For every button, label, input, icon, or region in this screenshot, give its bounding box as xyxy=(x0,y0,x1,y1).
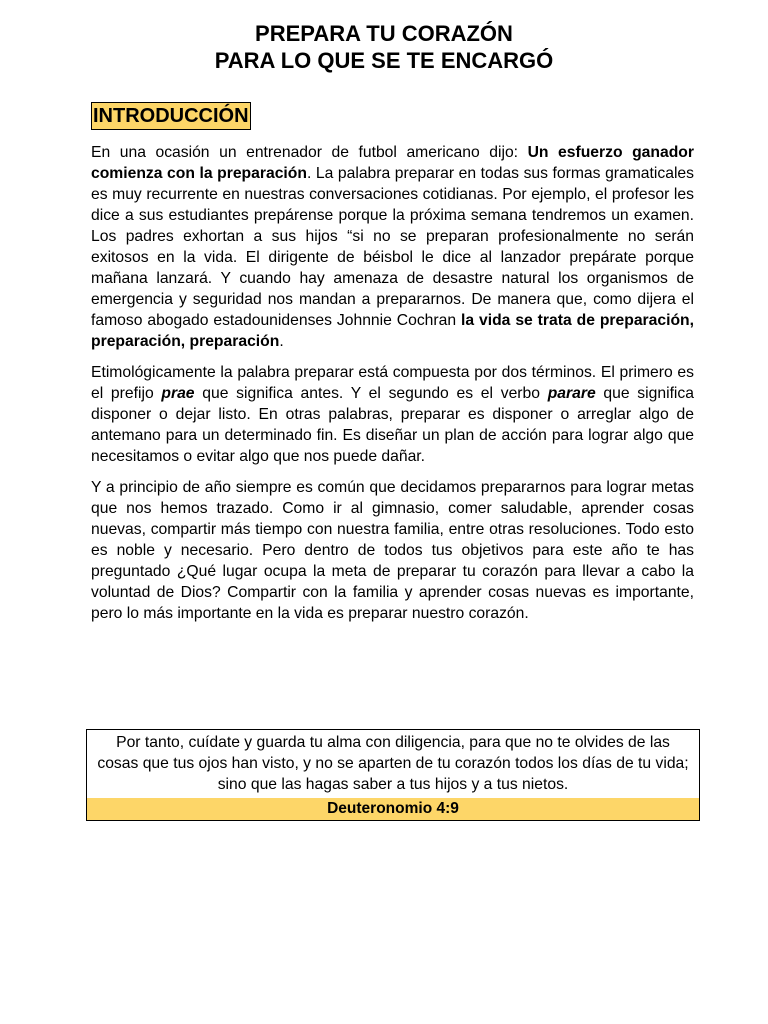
p1-bold-quote: Un esfuerzo ganador comienza con la preparación xyxy=(91,144,694,182)
paragraph-1 xyxy=(91,142,694,352)
document-title xyxy=(0,20,768,74)
scripture-quote-text: Por tanto, cuídate y guarda tu alma con diligencia, para que no te olvides de las cosas que tus ojos han visto, y no se aparten de tu corazón todos los días de tu vida; sino que las hagas saber a tus hijos y a tus nietos. xyxy=(97,734,689,793)
paragraph-3: Y a principio de año siempre es común que decidamos prepararnos para lograr metas que nos hemos trazado. Como ir al gimnasio, comer saludable, aprender cosas nuevas, compartir más tiempo con nuestra familia, entre otras resoluciones. Todo esto es noble y necesario. Pero dentro de todos tus objetivos para este año te has preguntado ¿Qué lugar ocupa la meta de preparar tu corazón para llevar a cabo la voluntad de Dios? Compartir con la familia y aprender cosas nuevas es importante, pero lo más importante en la vida es preparar nuestro corazón. xyxy=(91,479,694,622)
title-line-1: PREPARA TU CORAZÓN xyxy=(255,21,513,46)
paragraph-2 xyxy=(91,362,694,467)
p1-text-2: . La palabra preparar en todas sus formas gramaticales es muy recurrente en nuestras conversaciones cotidianas. Por ejemplo, el profesor les dice a sus estudiantes prepárense porque la próxima semana tendremos un examen. Los padres exhortan a sus hijos “si no se preparan profesionalmente no serán exitosos en la vida. El dirigente de béisbol le dice al lanzador prepárate porque mañana lanzará. Y cuando hay amenaza de desastre natural los organismos de emergencia y seguridad nos mandan a prepararnos. De manera que, como dijera el famoso abogado estadounidenses Johnnie Cochran xyxy=(91,165,694,329)
introduction-body xyxy=(91,142,694,634)
p2-text-3: que significa disponer o dejar listo. En otras palabras, preparar es disponer o arreglar algo de antemano para un determinado fin. Es diseñar un plan de acción para lograr algo que necesitamos o evitar algo que nos puede dañar. xyxy=(91,385,694,465)
p1-text-3: . xyxy=(279,333,284,350)
p2-term-prae: prae xyxy=(161,385,195,402)
p1-bold-cochran-quote: la vida se trata de preparación, preparación, preparación xyxy=(91,312,694,350)
title-line-2: PARA LO QUE SE TE ENCARGÓ xyxy=(214,48,554,73)
p1-text-1: En una ocasión un entrenador de futbol americano dijo: xyxy=(91,144,528,161)
p2-term-parare: parare xyxy=(547,385,596,402)
p2-text-1: Etimológicamente la palabra preparar está compuesta por dos términos. El primero es el prefijo xyxy=(91,364,694,402)
scripture-reference: Deuteronomio 4:9 xyxy=(87,798,699,820)
section-heading-introduccion: INTRODUCCIÓN xyxy=(91,102,251,130)
p2-text-2: que significa antes. Y el segundo es el verbo xyxy=(194,385,548,402)
scripture-quote-box xyxy=(86,729,700,821)
